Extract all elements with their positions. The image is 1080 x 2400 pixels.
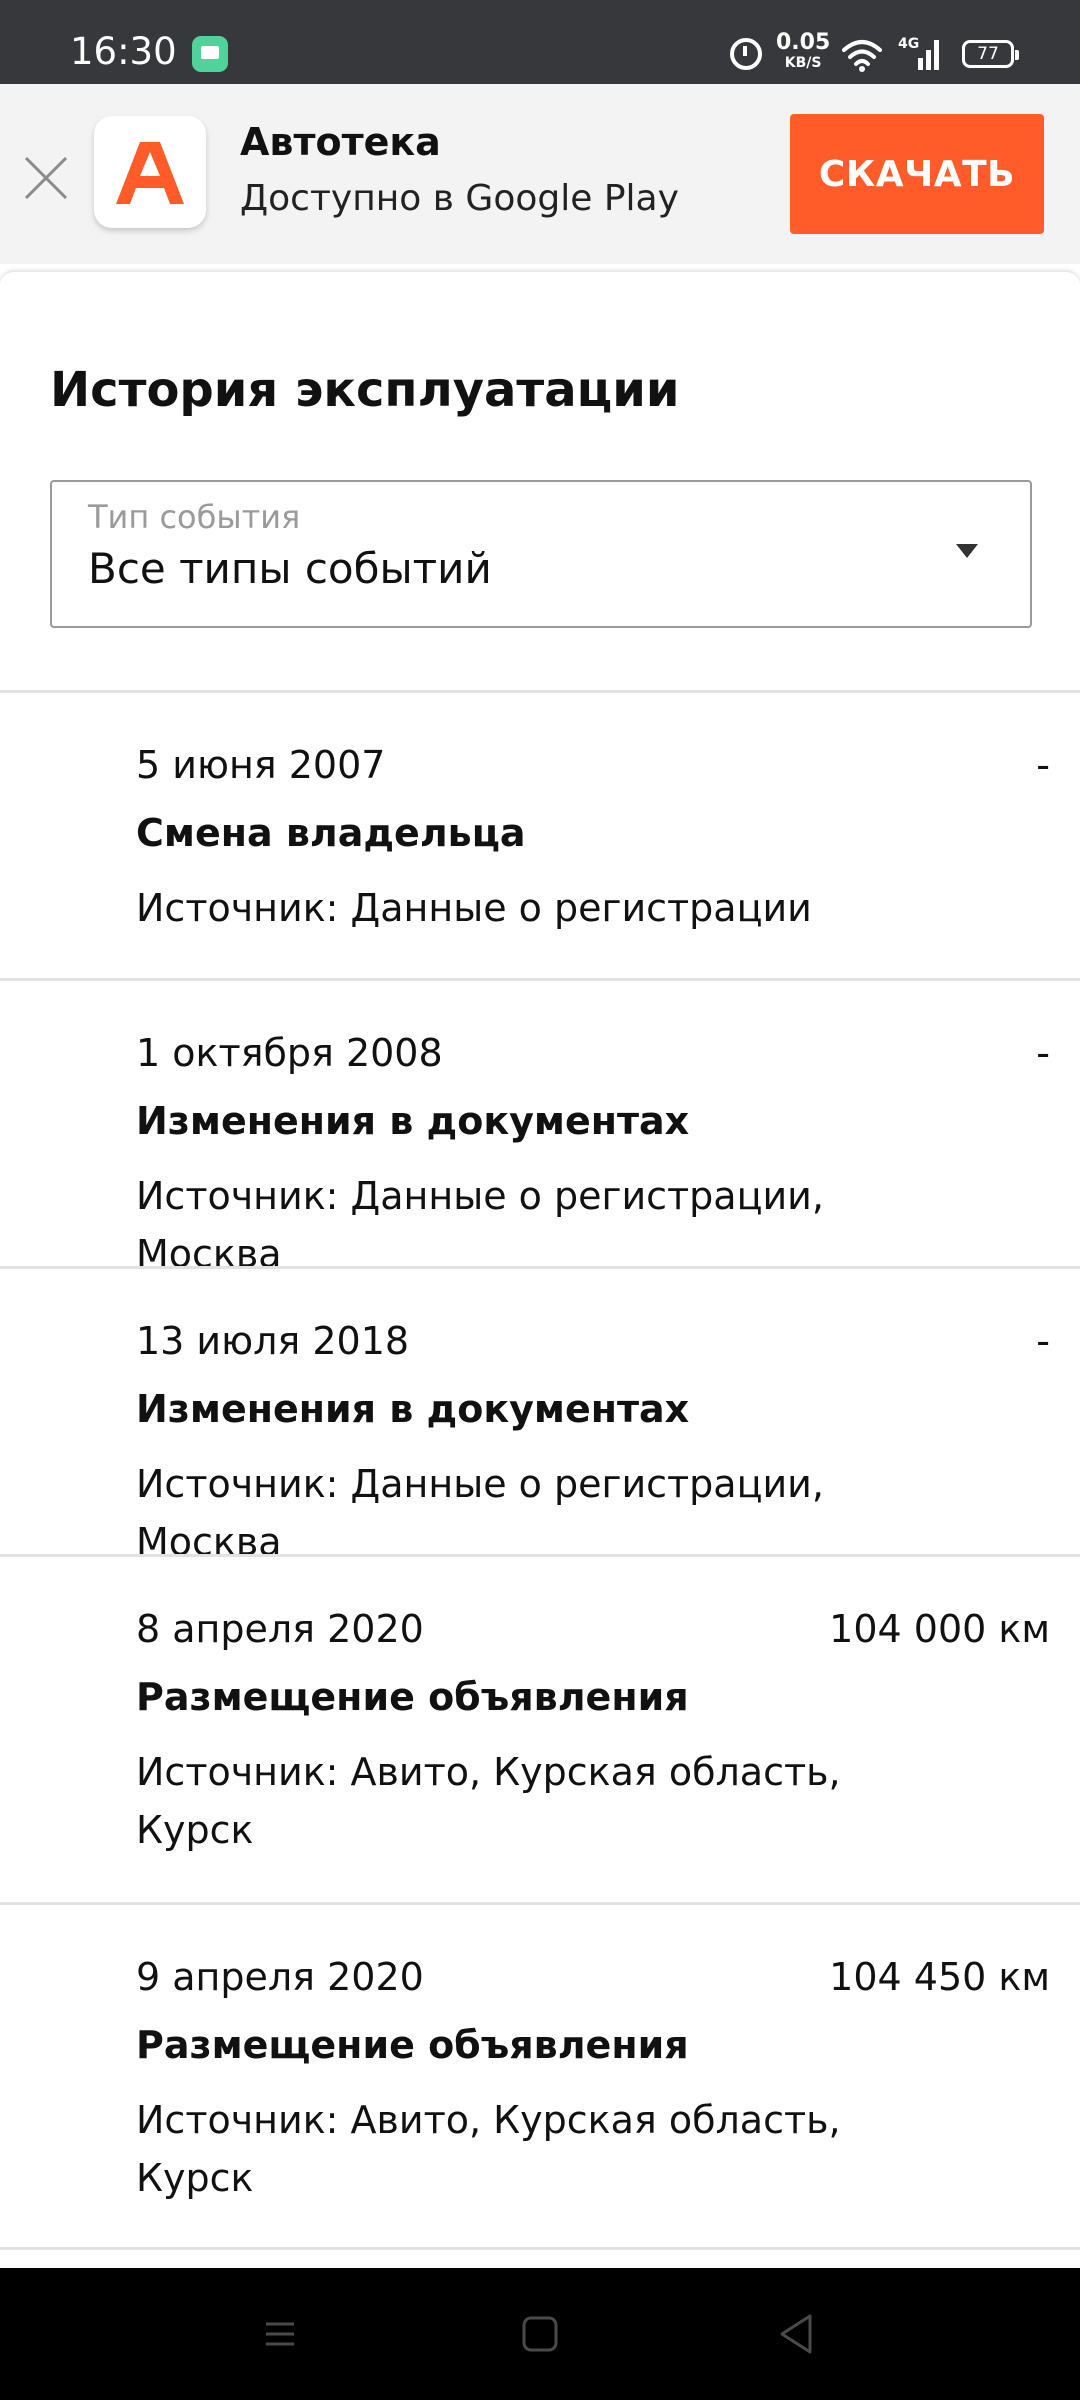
event-type-value: Все типы событий — [88, 544, 492, 593]
download-button[interactable]: СКАЧАТЬ — [790, 114, 1044, 234]
battery-icon: 77 — [962, 40, 1014, 68]
home-icon[interactable] — [510, 2308, 570, 2360]
event-type-label: Тип события — [88, 498, 301, 536]
wifi-icon — [842, 38, 882, 72]
event-source: Источник: Данные о регистрации — [136, 886, 812, 930]
event-mileage: - — [1036, 1031, 1050, 1075]
avtoteka-logo-icon — [94, 116, 206, 228]
event-type-select[interactable] — [50, 480, 1032, 628]
chevron-down-icon — [956, 544, 978, 558]
app-install-banner — [0, 84, 1080, 264]
event-date: 8 апреля 2020 — [136, 1607, 424, 1651]
cell-network-label: 4G — [898, 36, 920, 52]
status-icons — [700, 0, 1080, 84]
event-source: Источник: Данные о регистрации, Москва — [136, 1174, 824, 1276]
status-bar — [0, 0, 1080, 84]
close-icon[interactable] — [18, 150, 74, 206]
event-title: Изменения в документах — [136, 1387, 690, 1431]
list-item — [0, 978, 1080, 1276]
network-speed — [776, 32, 830, 70]
banner-subtitle: Доступно в Google Play — [240, 178, 679, 219]
page-title: История эксплуатации — [50, 362, 680, 418]
alarm-icon — [730, 38, 762, 70]
list-item — [0, 1554, 1080, 1902]
list-item — [0, 690, 1080, 978]
back-icon[interactable] — [768, 2308, 828, 2360]
event-title: Изменения в документах — [136, 1099, 690, 1143]
event-mileage: 104 000 км — [829, 1607, 1050, 1651]
history-card — [0, 272, 1080, 2272]
event-date: 13 июля 2018 — [136, 1319, 410, 1363]
event-title: Смена владельца — [136, 811, 526, 855]
event-date: 5 июня 2007 — [136, 743, 386, 787]
navigation-bar — [0, 2268, 1080, 2400]
notification-app-icon — [192, 36, 228, 72]
list-item — [0, 1266, 1080, 1564]
list-item — [0, 1902, 1080, 2250]
history-list — [0, 690, 1080, 2250]
event-title: Размещение объявления — [136, 2023, 689, 2067]
cell-signal-icon — [898, 34, 944, 70]
network-speed-unit: KB/S — [784, 55, 822, 71]
event-title: Размещение объявления — [136, 1675, 689, 1719]
event-date: 9 апреля 2020 — [136, 1955, 424, 1999]
network-speed-value: 0.05 — [776, 30, 831, 55]
event-mileage: - — [1036, 743, 1050, 787]
event-mileage: 104 450 км — [829, 1955, 1050, 1999]
banner-app-name: Автотека — [240, 120, 441, 164]
event-source: Источник: Авито, Курская область, Курск — [136, 1750, 841, 1852]
event-mileage: - — [1036, 1319, 1050, 1363]
event-source: Источник: Авито, Курская область, Курск — [136, 2098, 841, 2200]
status-time: 16:30 — [70, 30, 177, 73]
event-date: 1 октября 2008 — [136, 1031, 443, 1075]
event-source: Источник: Данные о регистрации, Москва — [136, 1462, 824, 1564]
menu-icon[interactable] — [250, 2308, 310, 2360]
